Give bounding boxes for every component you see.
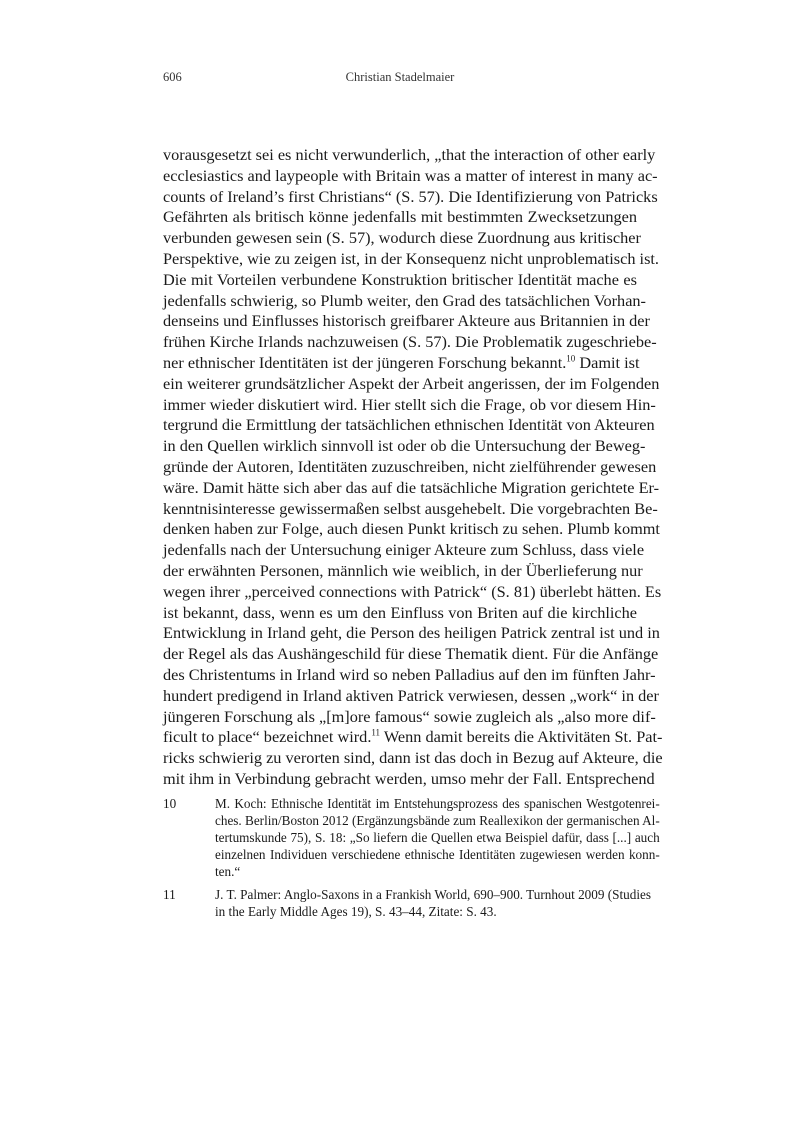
text-line: verbunden gewesen sein (S. 57), wodurch diese Zuordnung aus kritischer <box>163 228 641 248</box>
footnote-number: 10 <box>163 796 177 811</box>
text-line: Perspektive, wie zu zeigen ist, in der Konsequenz nicht unproblematisch ist. <box>163 248 659 268</box>
text-line: des Christentums in Irland wird so neben Palladius auf den im fünften Jahr- <box>163 664 656 684</box>
footnote-line: tertumskunde 75), S. 18: „So liefern die Quellen etwa Beispiel dafür, dass [...] auch <box>215 830 660 845</box>
text-segment: Damit ist <box>575 352 640 372</box>
text-line: wegen ihrer „perceived connections with Patrick“ (S. 81) überlebt hätten. Es <box>163 581 662 601</box>
text-line: kenntnisinteresse gewissermaßen selbst ausgehebelt. Die vorgebrachten Be- <box>163 498 658 518</box>
text-line: ricks schwierig zu verorten sind, dann ist das doch in Bezug auf Akteure, die <box>163 748 663 768</box>
text-line: gründe der Autoren, Identitäten zuzuschreiben, nicht zielführender gewesen <box>163 456 657 476</box>
text-line: counts of Ireland’s first Christians“ (S. 57). Die Identifizierung von Patricks <box>163 186 658 206</box>
footnote-ref-10[interactable]: 10 <box>566 353 576 364</box>
text-line: immer wieder diskutiert wird. Hier stellt sich die Frage, ob vor diesem Hin- <box>163 394 656 414</box>
text-line: der erwähnten Personen, männlich wie weiblich, in der Überlieferung nur <box>163 560 643 580</box>
text-segment: ficult to place“ bezeichnet wird. <box>163 727 372 747</box>
text-segment: Wenn damit bereits die Aktivitäten St. Pat- <box>380 727 663 747</box>
footnote-ref-11[interactable]: 11 <box>371 727 381 738</box>
footnote-10 <box>163 795 660 880</box>
footnotes <box>163 795 660 926</box>
text-line: tergrund die Ermittlung der tatsächlichen ethnischen Identität von Akteuren <box>163 415 655 435</box>
footnote-line: ten.“ <box>215 864 241 879</box>
footnote-line: ches. Berlin/Boston 2012 (Ergänzungsbände zum Reallexikon der germanischen Al- <box>215 813 660 828</box>
text-line: hundert predigend in Irland aktiven Patrick verwiesen, dessen „work“ in der <box>163 685 659 705</box>
footnote-text <box>215 886 651 920</box>
text-line: ist bekannt, dass, wenn es um den Einfluss von Briten auf die kirchliche <box>163 602 637 622</box>
text-line-with-footnote-ref <box>163 727 663 748</box>
running-title: Christian Stadelmaier <box>345 70 455 84</box>
text-line: ecclesiastics and laypeople with Britain was a matter of interest in many ac- <box>163 165 658 185</box>
text-line: in den Quellen wirklich sinnvoll ist oder ob die Untersuchung der Beweg- <box>163 436 646 456</box>
footnote-text <box>215 795 660 880</box>
footnote-number: 11 <box>163 887 176 902</box>
footnote-line: J. T. Palmer: Anglo-Saxons in a Frankish World, 690–900. Turnhout 2009 (Studies <box>215 887 651 902</box>
text-line: mit ihm in Verbindung gebracht werden, umso mehr der Fall. Entsprechend <box>163 768 655 788</box>
text-line: frühen Kirche Irlands nachzuweisen (S. 57). Die Problematik zugeschriebe- <box>163 332 657 352</box>
text-line: denken haben zur Folge, auch diesen Punkt kritisch zu sehen. Plumb kommt <box>163 519 660 539</box>
footnote-line: in the Early Middle Ages 19), S. 43–44, Zitate: S. 43. <box>215 904 497 919</box>
footnote-11 <box>163 886 651 920</box>
text-line: der Regel als das Aushängeschild für diese Thematik dient. Für die Anfänge <box>163 644 659 664</box>
body-text <box>163 145 663 790</box>
text-line: jedenfalls schwierig, so Plumb weiter, den Grad des tatsächlichen Vorhan- <box>163 290 646 310</box>
text-segment: ner ethnischer Identitäten ist der jüngeren Forschung bekannt. <box>163 352 567 372</box>
running-head <box>163 70 637 90</box>
footnote-line: M. Koch: Ethnische Identität im Entstehungsprozess des spanischen Westgotenrei- <box>215 796 660 811</box>
text-line: Gefährten als britisch könne jedenfalls mit bestimmten Zwecksetzungen <box>163 207 637 227</box>
text-line: vorausgesetzt sei es nicht verwunderlich, „that the interaction of other early <box>163 145 656 164</box>
text-line: denseins und Einflusses historisch greifbarer Akteure aus Britannien in der <box>163 311 650 331</box>
text-line: jüngeren Forschung als „[m]ore famous“ sowie zugleich als „also more dif- <box>163 706 656 726</box>
text-line: jedenfalls nach der Untersuchung einiger Akteure zum Schluss, dass viele <box>163 540 645 560</box>
text-line: Entwicklung in Irland geht, die Person des heiligen Patrick zentral ist und in <box>163 623 660 643</box>
text-line-with-footnote-ref <box>163 352 640 374</box>
page-number: 606 <box>163 70 182 84</box>
text-line: wäre. Damit hätte sich aber das auf die tatsächliche Migration gerichtete Er- <box>163 477 660 497</box>
footnote-line: einzelnen Individuen verschiedene ethnische Identitäten zugewiesen werden konn- <box>215 847 660 862</box>
text-line: ein weiterer grundsätzlicher Aspekt der Arbeit angerissen, der im Folgenden <box>163 373 660 393</box>
text-line: Die mit Vorteilen verbundene Konstruktion britischer Identität mache es <box>163 269 637 289</box>
